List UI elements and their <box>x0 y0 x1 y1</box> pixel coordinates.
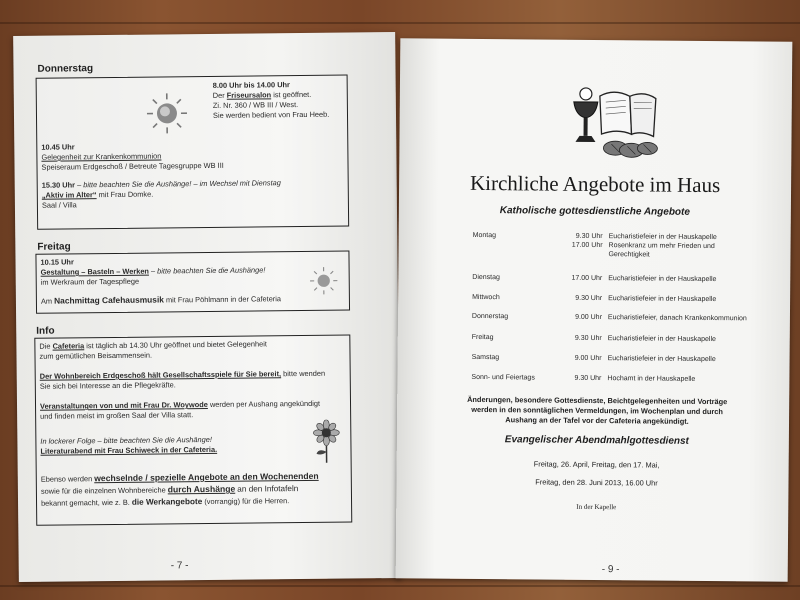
info-woywode-2: und finden meist im großen Saal der Villa statt. <box>40 410 194 421</box>
schedule-row: Mittwoch 9.30 Uhr Eucharistiefeier in der Hauskapelle <box>472 293 717 304</box>
friseur-link: Friseursalon <box>226 90 272 100</box>
chalice-bible-icon <box>569 86 666 163</box>
schedule-row: Donnerstag 9.00 Uhr Eucharistiefeier, danach Krankenkommunion <box>471 312 747 323</box>
freitag-time: 10.15 Uhr <box>40 257 74 267</box>
info-literatur-link: Literaturabend mit Frau Schiweck in der Cafeteria. <box>40 444 218 456</box>
notice-line-3: Aushang an der Tafel vor der Cafeteria angekündigt. <box>505 415 689 426</box>
info-wochenende: Ebenso werden wechselnde / spezielle Angebote an den Wochenenden <box>40 470 319 484</box>
kommunion-place: Speiseraum Erdgeschoß / Betreute Tagesgruppe WB III <box>41 160 224 172</box>
friseur-time: 8.00 Uhr bis 14.00 Uhr <box>212 80 290 90</box>
dates-line-2: Freitag, den 28. Juni 2013, 16.00 Uhr <box>535 477 658 488</box>
right-page <box>396 38 793 581</box>
subtitle: Katholische gottesdienstliche Angebote <box>499 205 691 218</box>
donnerstag-heading: Donnerstag <box>37 63 94 75</box>
aktiv-place: Saal / Villa <box>41 200 77 210</box>
friseur-room: Zi. Nr. 360 / WB III / West. <box>212 100 299 110</box>
kommunion-title: Gelegenheit zur Krankenkommunion <box>41 151 162 162</box>
freitag-heading: Freitag <box>37 241 71 253</box>
sun-icon <box>309 266 339 296</box>
freitag-title-line: Gestaltung – Basteln – Werken – bitte beachten Sie die Aushänge! <box>40 265 266 277</box>
location: In der Kapelle <box>576 502 617 512</box>
left-page <box>13 32 401 582</box>
schedule-row: Freitag 9.30 Uhr Eucharistiefeier in der Hauskapelle <box>471 333 716 344</box>
notice-line-2: werden in den sonntäglichen Vermeldungen, im Wochenplan und durch <box>471 404 723 417</box>
page-number-right: - 9 - <box>601 564 620 576</box>
schedule-row: 17.00 Uhr Rosenkranz um mehr Frieden und Gerechtigkeit <box>571 241 715 259</box>
sun-icon <box>145 91 189 135</box>
friseur-served: Sie werden bedient von Frau Heeb. <box>212 109 330 120</box>
info-wochenende-3: bekannt gemacht, wie z. B. die Werkangebote (vorrangig) für die Herren. <box>40 496 290 508</box>
schedule-row: Samstag 9.00 Uhr Eucharistiefeier in der Hauskapelle <box>471 353 716 364</box>
info-box <box>34 335 352 526</box>
info-woywode: Veranstaltungen von und mit Frau Dr. Woywode werden per Aushang angekündigt <box>39 398 321 411</box>
schedule-row: Dienstag 17.00 Uhr Eucharistiefeier in der Hauskapelle <box>472 273 717 284</box>
freitag-box <box>35 251 350 314</box>
info-cafeteria-2: zum gemütlichen Beisammensein. <box>39 350 153 361</box>
info-spiele: Der Wohnbereich Erdgeschoß hält Gesellschaftsspiele für Sie bereit, bitte wenden <box>39 368 326 381</box>
info-cafeteria: Die Cafeteria ist täglich ab 14.30 Uhr geöffnet und bietet Gelegenheit <box>39 339 267 351</box>
evangelic-title: Evangelischer Abendmahlgottesdienst <box>504 434 689 447</box>
cafehaus-line: Am Nachmittag Cafehausmusik mit Frau Pöhlmann in der Cafeteria <box>40 294 282 306</box>
schedule-row: Montag 9.30 Uhr Eucharistiefeier in der Hauskapelle <box>472 231 717 242</box>
notice-line-1: Änderungen, besondere Gottesdienste, Beichtgelegenheiten und Vorträge <box>467 394 728 407</box>
kommunion-time: 10.45 Uhr <box>41 142 75 152</box>
page-number-left: - 7 - <box>170 560 189 572</box>
info-spiele-2: Sie sich bei Interesse an die Pflegekräfte. <box>39 380 176 391</box>
aktiv-title-line: „Aktiv im Alter“ mit Frau Domke. <box>41 189 154 200</box>
freitag-place: im Werkraum der Tagespflege <box>40 276 140 287</box>
friseur-line: Der Friseursalon ist geöffnet. <box>212 89 312 100</box>
info-heading: Info <box>36 325 55 337</box>
aktiv-line: 15.30 Uhr – bitte beachten Sie die Aushänge! – im Wechsel mit Dienstag <box>41 178 281 190</box>
flower-icon <box>312 420 340 464</box>
page-title: Kirchliche Angebote im Haus <box>469 170 721 198</box>
info-wochenende-2: sowie für die einzelnen Wohnbereiche durch Aushänge an den Infotafeln <box>40 483 299 496</box>
donnerstag-box <box>36 75 350 230</box>
dates-line-1: Freitag, 26. April, Freitag, den 17. Mai, <box>533 459 660 470</box>
info-literatur-1: In lockerer Folge – bitte beachten Sie die Aushänge! <box>40 434 212 446</box>
schedule-row: Sonn- und Feiertags 9.30 Uhr Hochamt in der Hauskapelle <box>471 373 696 383</box>
